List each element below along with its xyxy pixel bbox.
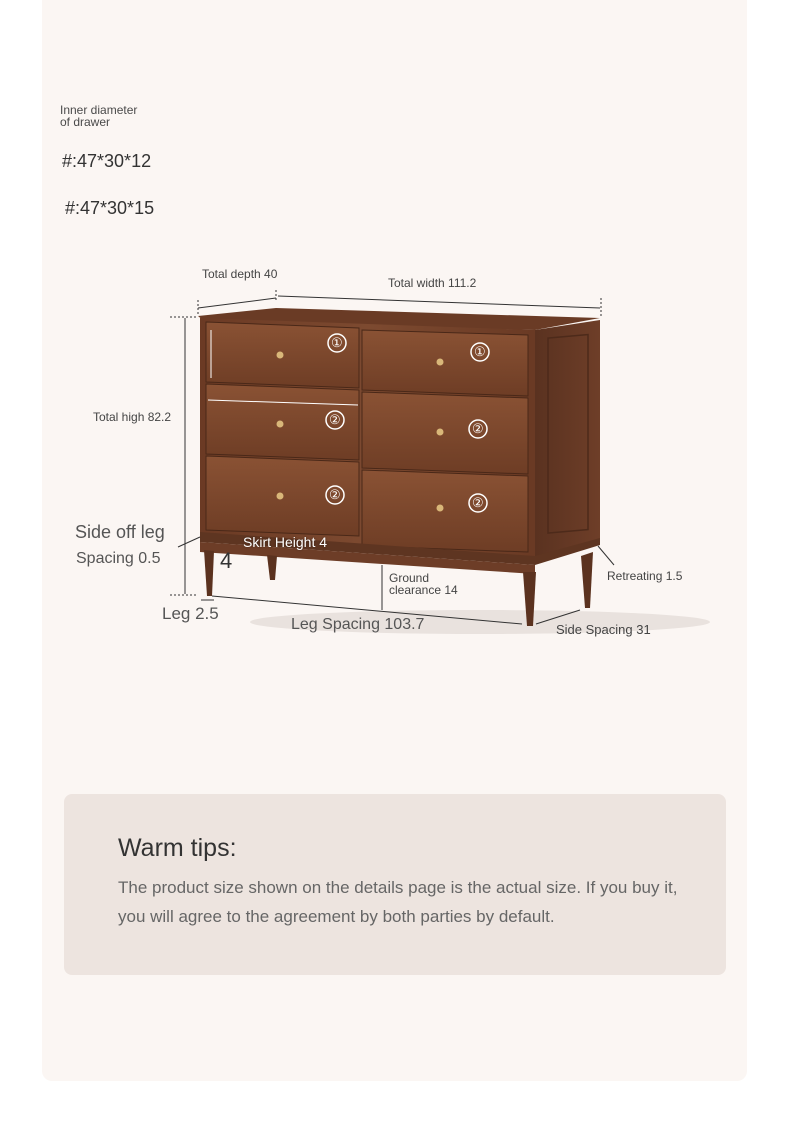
leg (267, 555, 277, 580)
spacing-label: Spacing 0.5 (76, 550, 161, 567)
total-width-label: Total width 111.2 (388, 276, 477, 290)
knob[interactable] (437, 505, 444, 512)
leg-spacing-label: Leg Spacing 103.7 (291, 616, 425, 633)
warm-tips-title: Warm tips: (118, 834, 237, 862)
leg (204, 550, 214, 596)
drawer-marker: ① (474, 344, 486, 359)
ground-clearance-label-1: Ground (389, 571, 430, 585)
total-high-label: Total high 82.2 (93, 410, 172, 424)
depth-line (198, 298, 276, 308)
drawer-inner-diameter-title: Inner diameter of drawer (60, 103, 138, 129)
knob[interactable] (277, 352, 284, 359)
warm-tips-body: The product size shown on the details page is the actual size. If you buy it, you will agree to the agreement by both parties by default. (118, 878, 678, 926)
drawer-marker: ② (329, 412, 341, 427)
drawer-marker: ② (472, 495, 484, 510)
total-depth-label: Total depth 40 (202, 267, 278, 281)
skirt-height-number: 4 (220, 548, 233, 573)
side-off-leg-line (178, 537, 200, 547)
drawer-marker: ② (472, 421, 484, 436)
skirt-height-label: Skirt Height 4 (243, 534, 328, 550)
knob[interactable] (277, 421, 284, 428)
side-spacing-label: Side Spacing 31 (556, 622, 651, 637)
drawer-marker: ① (331, 335, 343, 350)
drawer[interactable] (362, 470, 528, 552)
knob[interactable] (437, 429, 444, 436)
width-line (278, 296, 600, 308)
drawer[interactable] (362, 392, 528, 474)
warm-tips-box (64, 794, 726, 975)
leg (581, 552, 593, 608)
knob[interactable] (437, 359, 444, 366)
side-off-leg-label: Side off leg (75, 522, 165, 542)
ground-clearance-label-2: clearance 14 (389, 583, 458, 597)
drawer-size-1: #:47*30*12 (62, 151, 152, 171)
drawer[interactable] (362, 330, 528, 396)
knob[interactable] (277, 493, 284, 500)
dresser-side (535, 320, 600, 558)
drawer-marker: ② (329, 487, 341, 502)
retreating-line (598, 546, 614, 565)
retreating-label: Retreating 1.5 (607, 569, 683, 583)
drawer-size-2: #:47*30*15 (65, 198, 155, 218)
leg-label: Leg 2.5 (162, 604, 219, 623)
